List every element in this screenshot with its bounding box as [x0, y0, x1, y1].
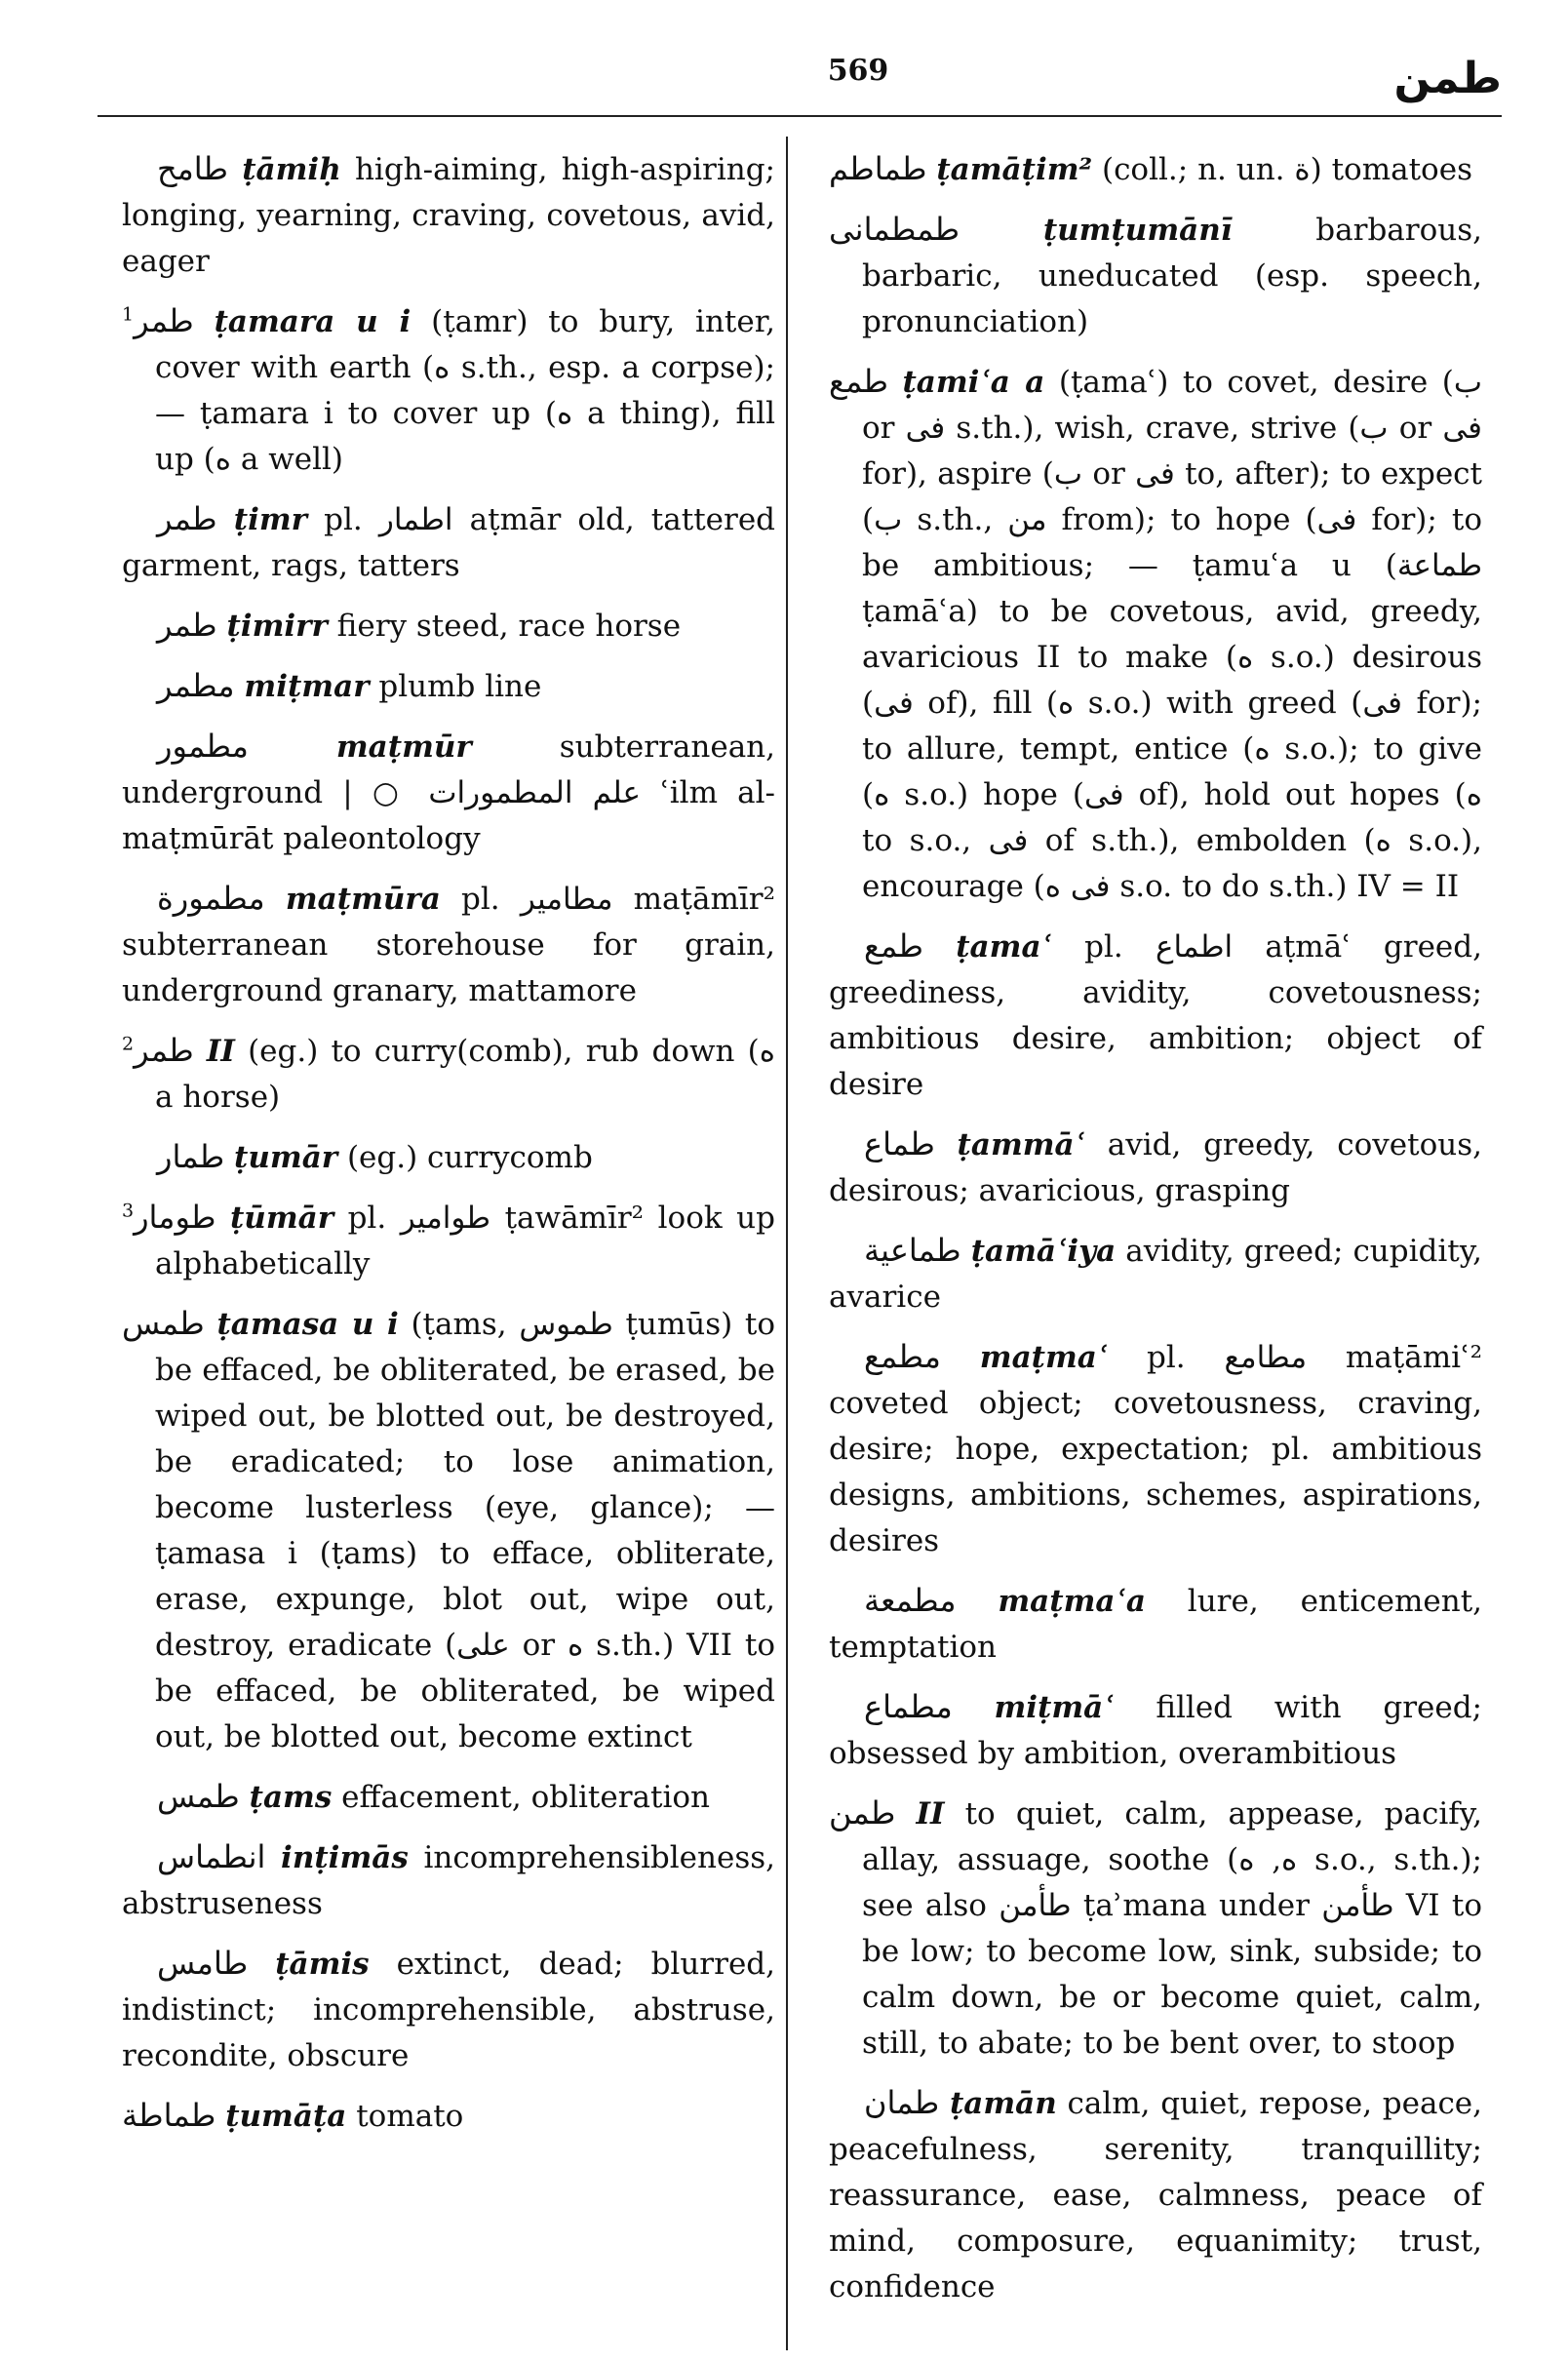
definition: pl. طوامير ṭawāmīr² look up alphabetically [155, 1201, 775, 1281]
definition: pl. اطمار aṭmār old, tattered garment, rags, tatters [122, 502, 776, 583]
arabic-headword: طمطمانى [829, 211, 960, 248]
homonym-number: 2 [122, 1033, 135, 1055]
arabic-headword: طمر [134, 1032, 194, 1069]
definition: avid, greedy, covetous, desirous; avaricious, grasping [829, 1127, 1482, 1208]
dictionary-entry [829, 1334, 1482, 1564]
dictionary-entry [829, 1228, 1482, 1320]
left-column [122, 146, 775, 2153]
transliteration: ṭumār [234, 1140, 338, 1175]
transliteration: ṭamāṭim² [936, 152, 1093, 187]
dictionary-entry [829, 146, 1482, 193]
transliteration: ṭumṭumānī [1042, 213, 1233, 248]
definition: (coll.; n. un. ة) tomatoes [1092, 152, 1472, 187]
dictionary-entry [829, 359, 1482, 910]
dictionary-entry [122, 724, 775, 862]
transliteration: ṭamān [949, 2086, 1057, 2121]
transliteration: maṭmaʿa [998, 1584, 1146, 1619]
dictionary-entry [829, 2080, 1482, 2310]
arabic-headword: انطماس [157, 1838, 266, 1875]
arabic-headword: طمس [157, 1778, 240, 1815]
dictionary-entry [122, 2093, 775, 2140]
definition: extinct, dead; blurred, indistinct; incomprehensible, abstruse, recondite, obscure [122, 1947, 775, 2073]
definition: calm, quiet, repose, peace, peacefulness, serenity, tranquillity; reassurance, ease, calmness, peace of mind, composure, equanimity; trust, confidence [829, 2086, 1483, 2304]
definition: subterranean, underground | ○ علم المطمورات ʿilm al-maṭmūrāt paleontology [122, 729, 776, 856]
page-header [98, 54, 1502, 132]
definition: (eg.) to curry(comb), rub down (ه a horse) [155, 1034, 775, 1115]
transliteration: ṭamaʿ [956, 929, 1052, 965]
definition: plumb line [369, 669, 542, 704]
dictionary-entry [122, 496, 775, 589]
definition: lure, enticement, temptation [829, 1584, 1482, 1665]
definition: pl. اطماع aṭmāʿ greed, greediness, avidity, covetousness; ambitious desire, ambition; object of desire [829, 929, 1482, 1102]
page-number: 569 [827, 54, 889, 88]
running-head-word: طمن [1393, 54, 1502, 103]
transliteration: inṭimās [281, 1840, 409, 1875]
arabic-headword: طمار [157, 1138, 225, 1175]
dictionary-entry [122, 1134, 775, 1181]
transliteration: ṭāmiḥ [242, 152, 341, 187]
dictionary-entry [122, 1774, 775, 1821]
dictionary-entry [122, 1028, 775, 1121]
arabic-headword: طماع [864, 1125, 935, 1162]
definition: (ṭams, طموس ṭumūs) to be effaced, be obliterated, be erased, be wiped out, be blotted out, be destroyed, be eradicated; to lose animation, become lusterless (eye, glance); — ṭamasa i (ṭams) to efface, obliterate, erase, expunge, blot out, wipe out, destroy, eradicate (على or ه s.th.) VII to be effaced, be obliterated, be wiped out, be blotted out, become extinct [155, 1307, 776, 1754]
transliteration: maṭmūra [285, 882, 441, 917]
transliteration: II [916, 1796, 945, 1831]
dictionary-entry [829, 1684, 1482, 1777]
arabic-headword: طماطة [122, 2097, 216, 2134]
transliteration: maṭmaʿ [979, 1340, 1109, 1375]
dictionary-entry [829, 924, 1482, 1108]
transliteration: miṭmar [244, 669, 370, 704]
dictionary-entry [122, 603, 775, 650]
arabic-headword: مطماع [864, 1688, 953, 1725]
transliteration: ṭimr [233, 502, 307, 537]
arabic-headword: طمع [829, 363, 888, 400]
definition: pl. مطامع maṭāmiʿ² coveted object; covetousness, craving, desire; hope, expectation; pl. ambitious designs, ambitions, schemes, aspirations, desires [829, 1340, 1482, 1558]
definition: avidity, greed; cupidity, avarice [829, 1234, 1483, 1315]
arabic-headword: طومار [134, 1199, 216, 1236]
arabic-headword: طامس [157, 1945, 249, 1982]
column-divider [786, 137, 788, 2350]
dictionary-entry [122, 1941, 775, 2079]
definition: (ṭamaʿ) to covet, desire (ب or فى s.th.), wish, crave, strive (ب or فى for), aspire (ب or فى to, after); to expect (ب s.th., من from); to hope (فى for); to be ambitious; — ṭamuʿa u (طماعة ṭamāʿa) to be covetous, avid, greedy, avaricious II to make (ه s.o.) desirous (فى of), fill (ه s.o.) with greed (فى for); to allure, tempt, entice (ه s.o.); to give (ه s.o.) hope (فى of), hold out hopes (ه to s.o., فى of s.th.), embolden (ه s.o.), encourage (فى ه s.o. to do s.th.) IV = II [862, 365, 1483, 904]
transliteration: ṭamasa u i [216, 1307, 399, 1342]
transliteration: miṭmāʿ [994, 1690, 1115, 1725]
homonym-number: 3 [122, 1200, 135, 1222]
arabic-headword: مطمور [157, 728, 249, 765]
arabic-headword: طمر [157, 500, 217, 537]
arabic-headword: طمن [829, 1794, 896, 1831]
definition: fiery steed, race horse [327, 609, 682, 644]
definition: effacement, obliteration [332, 1780, 711, 1815]
definition: filled with greed; obsessed by ambition, overambitious [829, 1690, 1482, 1771]
transliteration: maṭmūr [335, 729, 472, 765]
arabic-headword: مطمورة [157, 880, 265, 917]
transliteration: ṭimirr [226, 609, 328, 644]
arabic-headword: طماطم [829, 150, 927, 187]
definition: incomprehensibleness, abstruseness [122, 1840, 775, 1921]
definition: pl. مطامير maṭāmīr² subterranean storehouse for grain, underground granary, mattamore [122, 882, 776, 1008]
dictionary-entry [122, 663, 775, 710]
definition: (eg.) currycomb [337, 1140, 593, 1175]
dictionary-entry [829, 1578, 1482, 1671]
arabic-headword: طمع [864, 927, 923, 965]
dictionary-entry [829, 207, 1482, 345]
definition: (ṭamr) to bury, inter, cover with earth (ه s.th., esp. a corpse); — ṭamara i to cover up (ه a thing), fill up (ه a well) [155, 304, 775, 477]
header-rule [98, 115, 1502, 117]
transliteration: ṭamāʿiya [970, 1234, 1117, 1269]
arabic-headword: مطمع [864, 1338, 941, 1375]
transliteration: ṭūmār [229, 1201, 334, 1236]
dictionary-entry [122, 146, 775, 285]
transliteration: ṭamiʿa a [902, 365, 1045, 400]
transliteration: II [206, 1034, 235, 1069]
dictionary-entry [829, 1791, 1482, 2067]
arabic-headword: طماعية [864, 1232, 961, 1269]
homonym-number: 1 [122, 303, 135, 326]
dictionary-entry [122, 1834, 775, 1927]
arabic-headword: طامح [157, 150, 229, 187]
arabic-headword: طمر [134, 302, 194, 339]
dictionary-entry [122, 298, 775, 483]
dictionary-entry [122, 1195, 775, 1287]
transliteration: ṭamara u i [214, 304, 412, 339]
definition: tomato [346, 2099, 464, 2134]
right-column [829, 146, 1482, 2324]
transliteration: ṭams [249, 1780, 333, 1815]
arabic-headword: مطمعة [864, 1582, 957, 1619]
definition: high-aiming, high-aspiring; longing, yearning, craving, covetous, avid, eager [122, 152, 775, 279]
transliteration: ṭumāṭa [225, 2099, 347, 2134]
arabic-headword: طمان [864, 2084, 940, 2121]
definition: to quiet, calm, appease, pacify, allay, assuage, soothe (ه, ه s.o., s.th.); see also طأمن ṭaʾmana under طأمن VI to be low; to become low, sink, subside; to calm down, be or become quiet, calm, still, to abate; to be bent over, to stoop [862, 1796, 1482, 2061]
arabic-headword: طمس [122, 1305, 205, 1342]
arabic-headword: طمر [157, 607, 217, 644]
arabic-headword: مطمر [157, 667, 235, 704]
definition: barbarous, barbaric, uneducated (esp. speech, pronunciation) [862, 213, 1482, 339]
transliteration: ṭāmis [275, 1947, 370, 1982]
dictionary-entry [122, 876, 775, 1014]
transliteration: ṭammāʿ [957, 1127, 1085, 1162]
dictionary-entry [122, 1301, 775, 1760]
dictionary-entry [829, 1122, 1482, 1214]
